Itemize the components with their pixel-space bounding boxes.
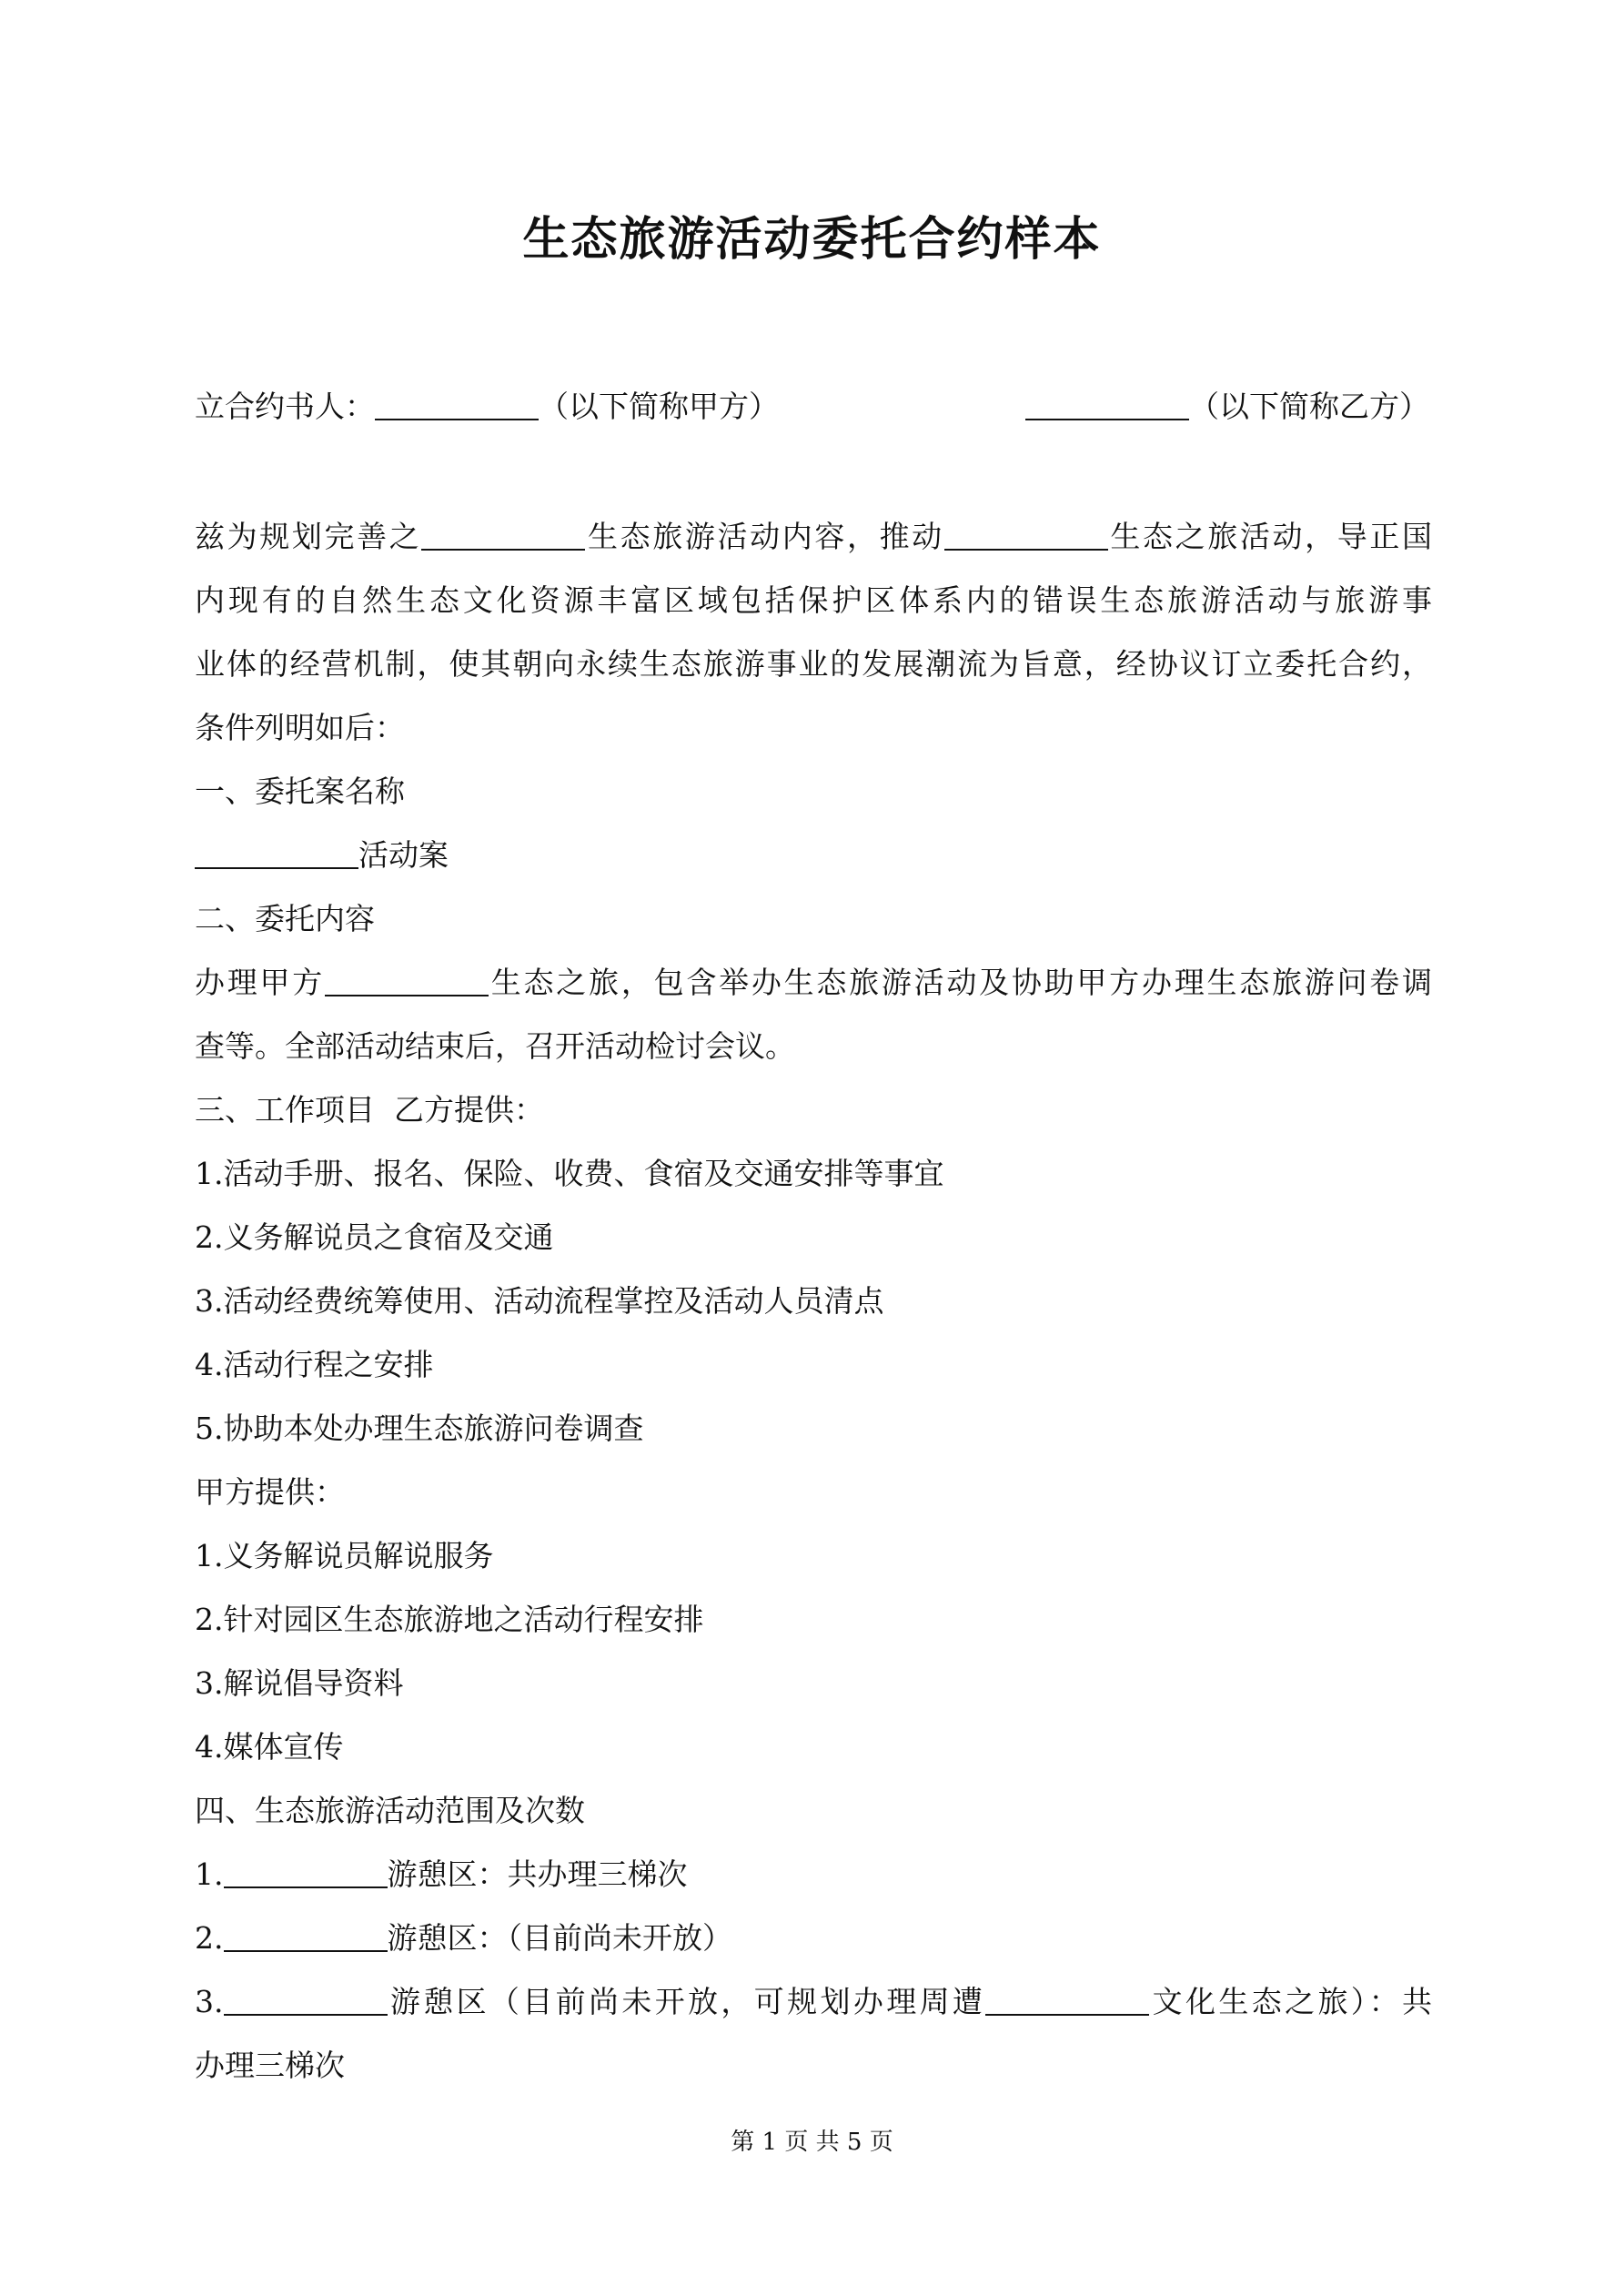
section-2-heading: 二、委托内容 <box>195 901 375 936</box>
party-b-item: 3.活动经费统筹使用、活动流程掌控及活动人员清点 <box>195 1283 884 1319</box>
section-4-item-3 <box>195 1970 1432 2034</box>
party-a-item: 4.媒体宣传 <box>195 1729 344 1765</box>
blank-field <box>224 1918 388 1952</box>
intro-line-4: 条件列明如后： <box>195 710 405 745</box>
blank-field <box>325 963 489 996</box>
item-text: 游憩区（目前尚未开放，可规划办理周遭 <box>387 1984 986 2019</box>
contract-body <box>195 505 1432 2098</box>
section-1-item-text: 活动案 <box>358 837 449 873</box>
page-footer: 第 1 页 共 5 页 <box>731 2129 893 2156</box>
party-b-item: 1.活动手册、报名、保险、收费、食宿及交通安排等事宜 <box>195 1156 944 1191</box>
section-2-line-2: 查等。全部活动结束后，召开活动检讨会议。 <box>195 1028 795 1064</box>
parties-line <box>195 382 1429 431</box>
party-a-blank <box>375 387 539 420</box>
party-b-suffix: （以下简称乙方） <box>1189 389 1429 424</box>
intro-text: 兹为规划完善之 <box>195 519 422 554</box>
intro-line-3: 业体的经营机制，使其朝向永续生态旅游事业的发展潮流为旨意，经协议订立委托合约， <box>195 646 1432 682</box>
section-4-heading: 四、生态旅游活动范围及次数 <box>195 1793 585 1828</box>
blank-field <box>224 1855 388 1888</box>
party-a-item: 1.义务解说员解说服务 <box>195 1538 494 1573</box>
item-number: 1. <box>195 1856 224 1892</box>
item-text: 游憩区：共办理三梯次 <box>387 1856 688 1892</box>
section-4-item-3-cont: 办理三梯次 <box>195 2048 345 2083</box>
section-2-text: 生态之旅，包含举办生态旅游活动及协助甲方办理生态旅游问卷调 <box>489 965 1433 1000</box>
party-b-blank <box>1025 387 1189 420</box>
item-number: 3. <box>195 1984 224 2019</box>
intro-line-2: 内现有的自然生态文化资源丰富区域包括保护区体系内的错误生态旅游活动与旅游事 <box>195 582 1432 618</box>
item-number: 2. <box>195 1920 224 1956</box>
section-3-heading: 三、工作项目 乙方提供： <box>195 1092 544 1128</box>
blank-field <box>985 1982 1149 2016</box>
parties-prefix: 立合约书人： <box>195 389 375 424</box>
party-b <box>1025 382 1429 431</box>
intro-text: 生态旅游活动内容，推动 <box>585 519 944 554</box>
blank-field <box>195 835 358 869</box>
party-a <box>195 382 779 431</box>
section-4-item-2 <box>195 1907 1432 1970</box>
document-title: 生态旅游活动委托合约样本 <box>522 212 1102 267</box>
section-1-heading: 一、委托案名称 <box>195 774 405 809</box>
item-text: 游憩区：（目前尚未开放） <box>387 1920 732 1956</box>
section-2-line-1 <box>195 951 1432 1015</box>
section-1-item <box>195 824 1432 887</box>
party-b-item: 4.活动行程之安排 <box>195 1347 434 1382</box>
intro-text: 生态之旅活动，导正国 <box>1107 519 1433 554</box>
section-2-text: 办理甲方 <box>195 965 326 1000</box>
section-4-item-1 <box>195 1843 1432 1907</box>
party-a-item: 3.解说倡导资料 <box>195 1665 404 1701</box>
party-a-item: 2.针对园区生态旅游地之活动行程安排 <box>195 1602 704 1637</box>
party-a-suffix: （以下简称甲方） <box>539 389 779 424</box>
party-a-heading: 甲方提供： <box>195 1474 345 1510</box>
item-text: 文化生态之旅）：共 <box>1149 1984 1433 2019</box>
party-b-item: 5.协助本处办理生态旅游问卷调查 <box>195 1411 644 1446</box>
intro-line-1 <box>195 505 1432 569</box>
party-b-item: 2.义务解说员之食宿及交通 <box>195 1219 554 1255</box>
blank-field <box>944 517 1108 551</box>
blank-field <box>224 1982 388 2016</box>
blank-field <box>421 517 585 551</box>
